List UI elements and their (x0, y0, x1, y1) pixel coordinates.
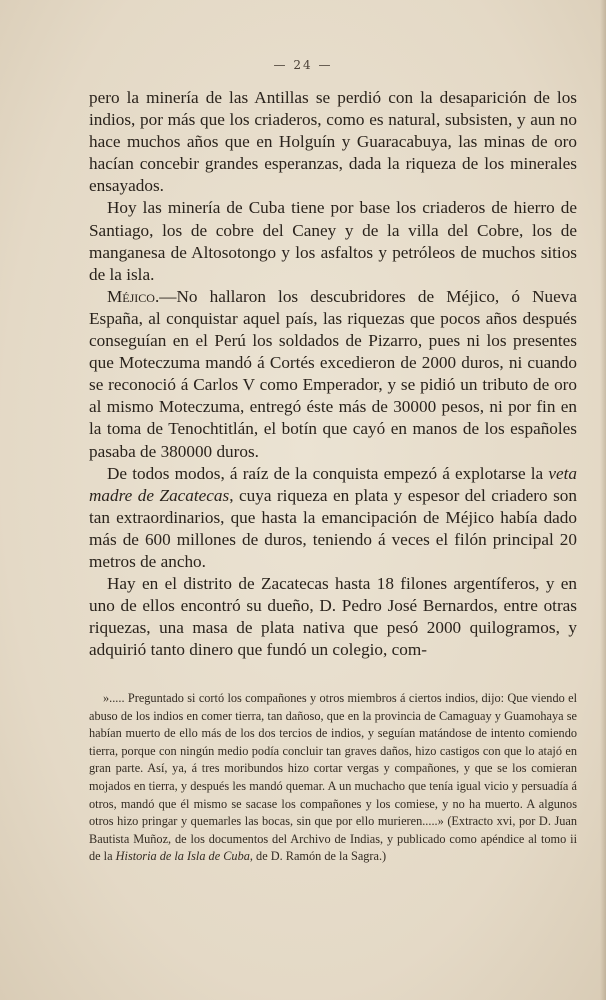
footnote-text (89, 690, 577, 866)
paragraph-mejico-text: .—No hallaron los descubridores de Méjico, ó Nueva España, al conquistar aquel país, las riquezas que pocos años después conseguían en el Perú los soldados de Pizarro, pues ni los presentes que Moteczuma mandó á Cortés excedieron de 2000 duros, ni cuando se reconoció á Carlos V como Emperador, y se pidió un tributo de oro al mismo Moteczuma, entregó éste más de 30000 pesos, ni por fin en la toma de Tenochtitlán, el botín que cayó en manos de los españoles pasaba de 380000 duros. (89, 286, 577, 461)
paragraph-mejico (89, 286, 577, 463)
paragraph-zacatecas-italic: veta madre de Zacatecas (89, 463, 577, 505)
paragraph-filones: Hay en el distrito de Zacatecas hasta 18 filones argentíferos, y en uno de ellos encontró su dueño, D. Pedro José Bernardos, entre otras riquezas, una masa de plata nativa que pesó 2000 quilogramos, y adquirió tanto dinero que fundó un colegio, com- (89, 574, 577, 660)
paragraph-zacatecas-before: De todos modos, á raíz de la conquista empezó á explotarse la (107, 463, 549, 483)
footnote-after: , de D. Ramón de la Sagra.) (249, 849, 387, 864)
section-lead-mejico: Méjico (107, 286, 155, 306)
paragraph-zacatecas-after: , cuya riqueza en plata y espesor del criadero son tan extraordinarios, que hasta la emancipación de Méjico había dado más de 600 millones de duros, teniendo á veces el filón principal 20 metros de ancho. (89, 485, 577, 571)
paragraph-antillas: pero la minería de las Antillas se perdió con la desaparición de los indios, por más que los criaderos, como es natural, subsisten, y aun no hace muchos años que en Holguín y Guaracabuya, las minas de oro hacían concebir grandes esperanzas, dada la riqueza de los minerales ensayados. (89, 88, 577, 196)
page-edge-shadow (600, 0, 606, 1000)
page-number: — 24 — (273, 58, 333, 72)
main-text (89, 87, 577, 661)
paragraph-cuba: Hoy las minería de Cuba tiene por base los criaderos de hierro de Santiago, los de cobre del Caney y de la villa del Cobre, los de manganesa de Altosotongo y los asfaltos y petróleos de muchos sitios de la isla. (89, 198, 577, 284)
footnote-italic-title: Historia de la Isla de Cuba (115, 849, 250, 864)
paragraph-zacatecas (89, 463, 577, 573)
footnote-before: »..... Preguntado si cortó los compañones y otros miembros á ciertos indios, dijo: Que viendo el abuso de los indios en comer tierra, tan dañoso, que en la provincia de Camaguay y Guamohaya se habían muerto de ello más de los dos tercios de indios, y seguían matándose de intento comiendo tierra, porque con ningún medio podía concluir tan graves daños, hizo castigos con que lo atajó en gran parte. Así, ya, á tres moribundos hizo cortar vergas y compañones, y que se los comieran mojados en tierra, y después les mandó quemar. A un muchacho que tenía igual vicio y persuadía á otros, mandó que él mismo se sacase los compañones y los comiese, y no ha muerto. A algunos otros hizo pringar y quemarles las bocas, sin que por ello murieren.....» (Extracto xvi, por D. Juan Bautista Muñoz, de los documentos del Archivo de Indias, y publicado como apéndice al tomo ii de la (89, 691, 577, 864)
footnote (89, 690, 577, 866)
